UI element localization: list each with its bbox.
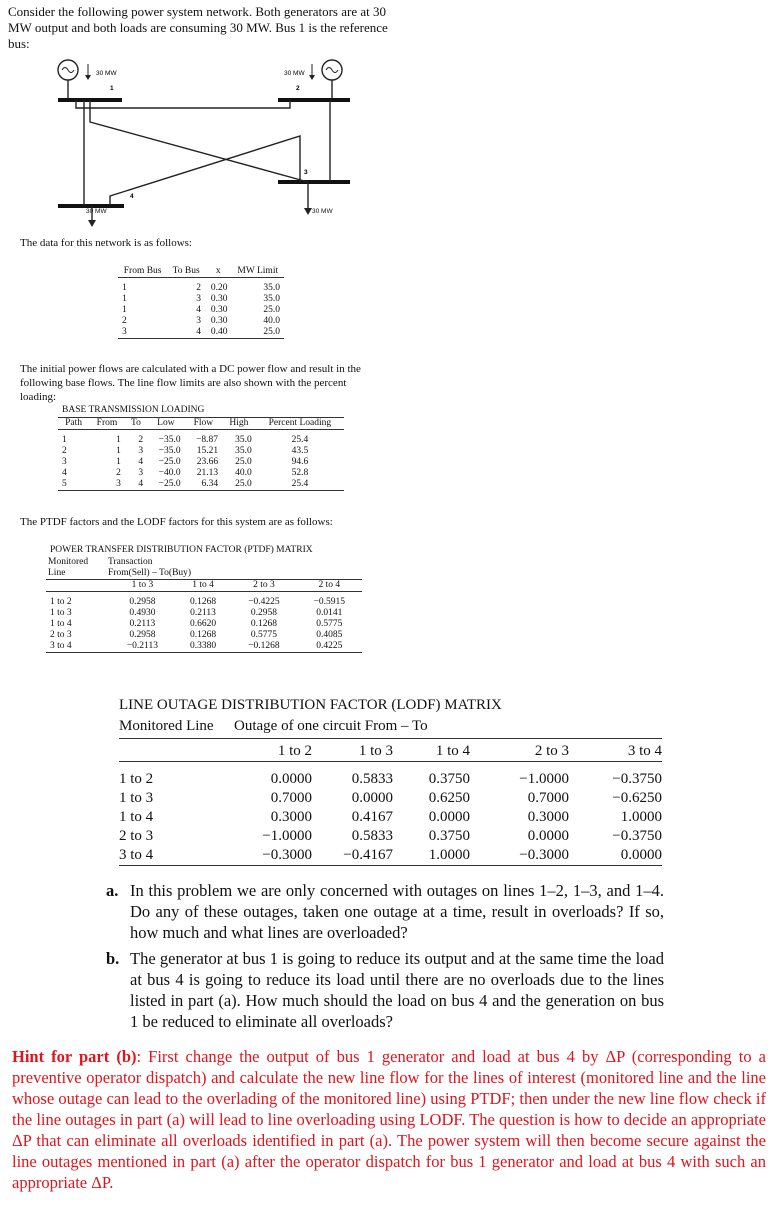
col-header: 1 to 2 xyxy=(277,743,312,759)
cell: 0.0000 xyxy=(428,809,470,825)
cell: 0.2113 xyxy=(190,608,216,618)
table-row xyxy=(46,597,362,608)
cell: 52.8 xyxy=(291,468,309,478)
col-header: From xyxy=(96,418,118,428)
cell: 0.5775 xyxy=(316,619,343,629)
cell: 0.5833 xyxy=(351,828,393,844)
lodf-divider xyxy=(119,738,662,739)
cell: 94.6 xyxy=(291,457,309,467)
cell: 0.4225 xyxy=(316,641,343,651)
cell: 1 xyxy=(116,446,121,456)
base-loading-table xyxy=(58,417,344,491)
cell: −0.3750 xyxy=(612,828,662,844)
cell: 0.3000 xyxy=(270,809,312,825)
cell: −1.0000 xyxy=(519,771,569,787)
table-row xyxy=(119,808,662,827)
cell: 0.4085 xyxy=(316,630,343,640)
hint-lead: Hint for part (b) xyxy=(12,1047,137,1066)
cell: −35.0 xyxy=(158,435,181,445)
bus2-label: 2 xyxy=(296,85,300,92)
cell: 2 xyxy=(138,435,144,445)
col-header: Flow xyxy=(193,418,214,428)
cell: 0.1268 xyxy=(250,619,277,629)
table-row xyxy=(58,479,344,491)
table-row xyxy=(58,468,344,479)
ptdf-table xyxy=(46,580,362,653)
col-header: 2 to 3 xyxy=(534,743,569,759)
bus4-label: 4 xyxy=(130,193,134,200)
cell: 0.4930 xyxy=(129,608,156,618)
cell: 1 xyxy=(62,435,67,445)
question-a-label: a. xyxy=(106,881,119,900)
line-1-3 xyxy=(90,100,308,182)
col-header: From Bus xyxy=(123,266,162,276)
cell: −25.0 xyxy=(158,479,181,489)
cell: 1 to 2 xyxy=(50,597,72,607)
cell: −0.4225 xyxy=(248,597,280,607)
cell: −40.0 xyxy=(158,468,181,478)
cell: −0.5915 xyxy=(313,597,346,607)
ptdf-line-label: Line xyxy=(48,568,66,578)
col-header: To Bus xyxy=(172,266,200,276)
load4-label: 30 MW xyxy=(86,208,107,215)
cell: 40.0 xyxy=(263,316,280,326)
cell: 0.3380 xyxy=(189,641,217,651)
cell: 0.1268 xyxy=(189,597,217,607)
cell: 3 xyxy=(138,468,144,478)
cell: 0.6620 xyxy=(189,619,217,629)
cell: 2 xyxy=(116,468,121,478)
load3-arrow-icon xyxy=(304,208,312,215)
cell: 0.6250 xyxy=(428,790,470,806)
cell: 2 xyxy=(62,446,67,456)
cell: 40.0 xyxy=(235,468,252,478)
cell: 0.40 xyxy=(210,327,228,337)
cell: 0.5833 xyxy=(351,771,393,787)
table-row xyxy=(118,294,284,305)
gen1-label: 30 MW xyxy=(96,70,117,77)
question-b-label: b. xyxy=(106,949,120,968)
cell: 25.4 xyxy=(291,435,309,445)
cell: 1 xyxy=(122,294,127,304)
cell: 0.3750 xyxy=(428,828,470,844)
table-row xyxy=(58,435,344,446)
cell: −25.0 xyxy=(158,457,181,467)
cell: 4 xyxy=(196,305,201,315)
cell: 0.2958 xyxy=(129,630,156,640)
generator-2-wave-icon xyxy=(326,68,338,73)
table-row xyxy=(58,457,344,468)
factors-intro: The PTDF factors and the LODF factors for this system are as follows: xyxy=(20,516,333,528)
gen2-arrowhead-icon xyxy=(309,75,315,80)
cell: 2 xyxy=(122,316,127,326)
base-loading-title: BASE TRANSMISSION LOADING xyxy=(62,405,205,415)
col-header: High xyxy=(229,418,249,428)
cell: 21.13 xyxy=(196,468,219,478)
table-row xyxy=(118,283,284,294)
cell: 35.0 xyxy=(235,446,252,456)
cell: 1 xyxy=(122,305,127,315)
cell: 25.0 xyxy=(235,457,252,467)
cell: 0.30 xyxy=(210,305,228,315)
cell: 4 xyxy=(138,479,144,489)
cell: 0.0000 xyxy=(351,790,393,806)
col-header: Percent Loading xyxy=(268,418,332,428)
cell: 25.0 xyxy=(263,327,280,337)
table-header-row xyxy=(118,266,284,278)
cell: −0.2113 xyxy=(126,641,158,651)
table-header-row xyxy=(46,580,362,592)
table-row xyxy=(118,305,284,316)
cell: 3 xyxy=(122,327,127,337)
cell: 1 to 4 xyxy=(119,809,154,825)
lodf-monitored-label: Monitored Line xyxy=(119,718,214,734)
cell: 0.30 xyxy=(210,294,228,304)
cell: 1 to 2 xyxy=(119,771,154,787)
cell: −0.1268 xyxy=(248,641,280,651)
cell: 0.7000 xyxy=(527,790,569,806)
network-diagram xyxy=(40,48,380,228)
lodf-outage-label: Outage of one circuit From – To xyxy=(234,718,428,734)
cell: 2 xyxy=(196,283,201,293)
col-header: 3 to 4 xyxy=(627,743,662,759)
load3-label: 30 MW xyxy=(312,208,333,215)
cell: 35.0 xyxy=(235,435,252,445)
cell: 0.5775 xyxy=(250,630,277,640)
cell: 0.2113 xyxy=(129,619,156,629)
question-b-text: The generator at bus 1 is going to reduce its output and at the same time the load at bus 4 is going to reduce its load until there are no overloads due to the lines listed in part (a). How much should the load on bus 4 and the generation on bus 1 be reduced to eliminate all overloads? xyxy=(130,949,664,1031)
gen1-arrowhead-icon xyxy=(85,75,91,80)
cell: 1 xyxy=(116,435,121,445)
network-data-table xyxy=(118,266,284,339)
cell: 0.0141 xyxy=(316,608,343,618)
cell: 23.66 xyxy=(196,457,219,467)
line-3-4 xyxy=(110,136,300,206)
table-row xyxy=(46,630,362,641)
cell: 2 to 3 xyxy=(50,630,72,640)
cell: 3 xyxy=(138,446,144,456)
cell: 4 xyxy=(196,327,201,337)
cell: −0.6250 xyxy=(612,790,662,806)
ptdf-monitored-label: Monitored xyxy=(48,557,89,567)
hint-paragraph xyxy=(12,1046,766,1193)
intro-text: Consider the following power system network. Both generators are at 30 MW output and both loads are consuming 30 MW. Bus 1 is the reference bus: xyxy=(8,4,388,51)
ptdf-title: POWER TRANSFER DISTRIBUTION FACTOR (PTDF) MATRIX xyxy=(50,545,313,555)
col-header: 1 to 3 xyxy=(358,743,393,759)
question-a-text: In this problem we are only concerned with outages on lines 1–2, 1–3, and 1–4. Do any of these outages, taken one outage at a time, result in overloads? If so, how much and what lines are overloaded? xyxy=(130,881,664,942)
cell: −0.3000 xyxy=(519,847,569,863)
table-row xyxy=(46,608,362,619)
flow-intro: The initial power flows are calculated with a DC power flow and result in the following base flows. The line flow limits are also shown with the percent loading: xyxy=(20,363,361,403)
gen2-label: 30 MW xyxy=(284,70,305,77)
generator-1-wave-icon xyxy=(62,68,74,73)
col-header: 1 to 4 xyxy=(435,743,470,759)
table-header-row xyxy=(58,418,344,430)
col-header: 2 to 4 xyxy=(318,580,341,590)
col-header: Low xyxy=(157,418,175,428)
cell: 3 to 4 xyxy=(50,641,72,651)
cell: 3 xyxy=(196,294,201,304)
cell: 1 xyxy=(116,457,121,467)
cell: 0.7000 xyxy=(270,790,312,806)
col-header: 2 to 3 xyxy=(253,580,275,590)
cell: −0.3750 xyxy=(612,771,662,787)
cell: 4 xyxy=(62,468,67,478)
cell: 43.5 xyxy=(291,446,309,456)
table-row xyxy=(119,827,662,846)
cell: −1.0000 xyxy=(262,828,312,844)
col-header: MW Limit xyxy=(237,266,279,276)
cell: 1.0000 xyxy=(428,847,470,863)
cell: 3 xyxy=(116,479,121,489)
col-header: 1 to 4 xyxy=(192,580,214,590)
col-header: To xyxy=(131,418,141,428)
bus1-label: 1 xyxy=(110,85,114,92)
cell: 1 to 3 xyxy=(119,790,154,806)
cell: 0.2958 xyxy=(250,608,277,618)
cell: −0.3000 xyxy=(262,847,312,863)
table-row xyxy=(119,770,662,789)
col-header: 1 to 3 xyxy=(131,580,154,590)
cell: 0.20 xyxy=(210,283,228,293)
table-row xyxy=(46,619,362,630)
data-intro: The data for this network is as follows: xyxy=(20,237,192,249)
cell: 35.0 xyxy=(263,283,280,293)
cell: 0.3750 xyxy=(428,771,470,787)
cell: 0.0000 xyxy=(527,828,569,844)
cell: 0.4167 xyxy=(351,809,393,825)
cell: 2 to 3 xyxy=(119,828,154,844)
lodf-title: LINE OUTAGE DISTRIBUTION FACTOR (LODF) MATRIX xyxy=(119,697,502,713)
table-row xyxy=(46,641,362,653)
col-header: Path xyxy=(65,418,82,428)
table-row xyxy=(118,327,284,339)
table-row xyxy=(58,446,344,457)
cell: 25.0 xyxy=(263,305,280,315)
cell: −8.87 xyxy=(196,435,219,445)
cell: 4 xyxy=(138,457,144,467)
bus3-label: 3 xyxy=(304,169,308,176)
cell: 25.0 xyxy=(235,479,252,489)
hint-text: : First change the output of bus 1 generator and load at bus 4 by ΔP (corresponding to a preventive operator dispatch) and calculate the new line flow for the lines of interest (monitored line and the line whose outage can lead to the overlading of the monitored line) using PTDF; then under the new line flow check if the line outages in part (a) will lead to line overloading using LODF. The question is how to decide an appropriate ΔP that can eliminate all overloads identified in part (a). The power system will then become secure against the line outages mentioned in part (a) after the operator dispatch for bus 1 generator and load at bus 4 with such an appropriate ΔP. xyxy=(12,1047,766,1192)
cell: 5 xyxy=(62,479,67,489)
cell: −35.0 xyxy=(158,446,181,456)
cell: 15.21 xyxy=(196,446,219,456)
cell: 1 to 4 xyxy=(50,619,72,629)
cell: 0.0000 xyxy=(270,771,312,787)
table-header-row xyxy=(119,742,662,762)
cell: 1 to 3 xyxy=(50,608,72,618)
col-header: x xyxy=(215,266,221,276)
load4-arrow-icon xyxy=(88,220,96,227)
cell: 3 xyxy=(196,316,201,326)
table-row xyxy=(118,316,284,327)
ptdf-fromto-label: From(Sell) – To(Buy) xyxy=(108,568,192,578)
cell: 25.4 xyxy=(291,479,309,489)
cell: 0.0000 xyxy=(620,847,662,863)
cell: 6.34 xyxy=(201,479,219,489)
cell: 0.30 xyxy=(210,316,228,326)
ptdf-transaction-label: Transaction xyxy=(108,557,153,567)
cell: −0.4167 xyxy=(343,847,393,863)
cell: 3 to 4 xyxy=(119,847,154,863)
cell: 35.0 xyxy=(263,294,280,304)
table-row xyxy=(119,846,662,866)
cell: 0.2958 xyxy=(129,597,156,607)
cell: 3 xyxy=(62,457,67,467)
cell: 1 xyxy=(122,283,127,293)
table-row xyxy=(119,789,662,808)
cell: 0.3000 xyxy=(527,809,569,825)
cell: 0.1268 xyxy=(189,630,217,640)
cell: 1.0000 xyxy=(620,809,662,825)
lodf-table xyxy=(119,742,662,866)
